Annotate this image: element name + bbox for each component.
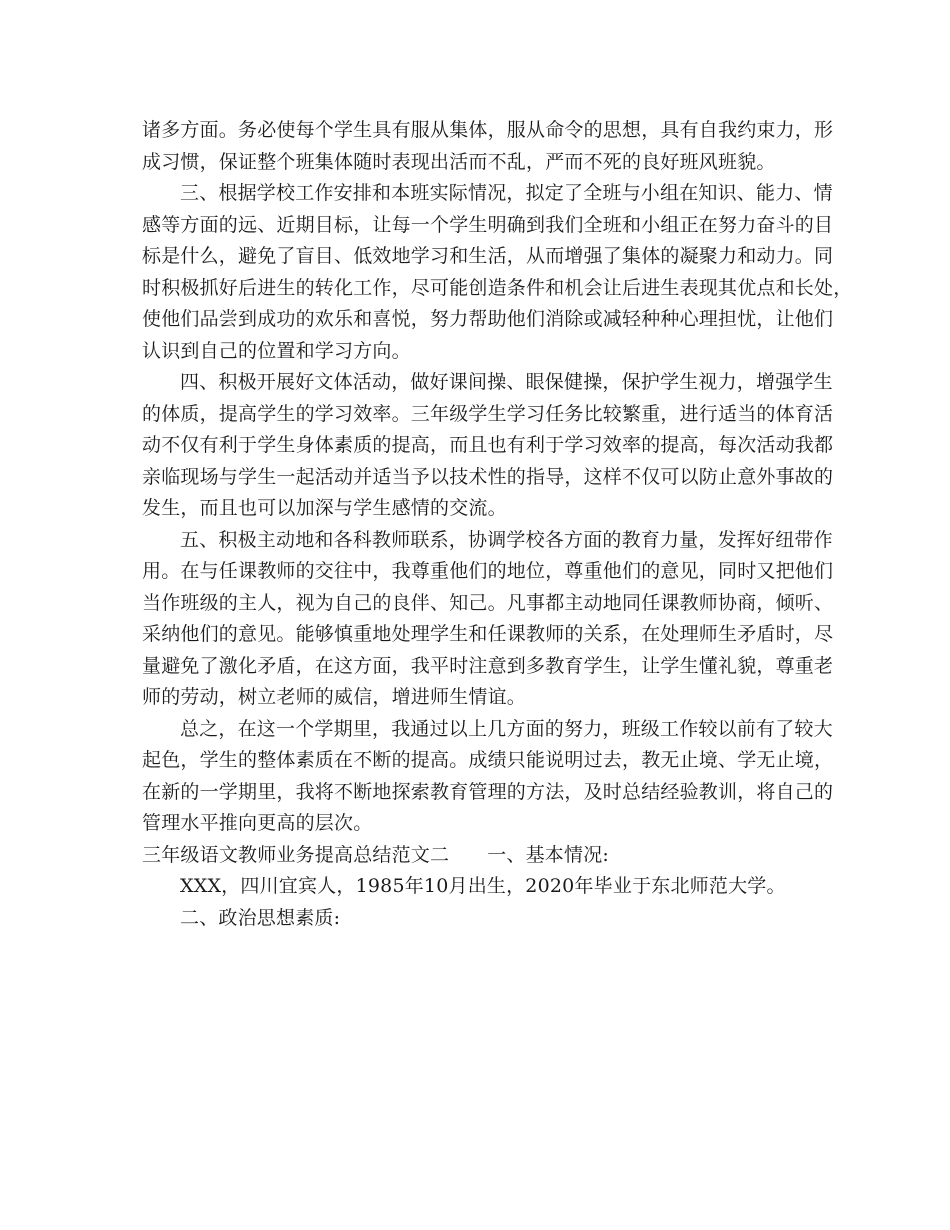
- section-subheading: 一、基本情况:: [487, 843, 610, 866]
- text-line: 师的劳动，树立老师的威信，增进师生情谊。: [142, 686, 527, 708]
- text-line: 使他们品尝到成功的欢乐和喜悦，努力帮助他们消除或减轻种种心理担忧，让他们: [142, 308, 834, 330]
- paragraph-five: [142, 525, 834, 714]
- text-line: 认识到自己的位置和学习方向。: [142, 339, 411, 362]
- text-line: 在新的一学期里，我将不断地探索教育管理的方法，及时总结经验教训，将自己的: [142, 780, 834, 803]
- paragraph-continuation: [142, 115, 834, 178]
- text-line: 采纳他们的意见。能够慎重地处理学生和任课教师的关系，在处理师生矛盾时，尽: [142, 623, 834, 645]
- paragraph-summary: [142, 714, 834, 840]
- text-line: 的体质，提高学生的学习效率。三年级学生学习任务比较繁重，进行适当的体育活: [142, 402, 834, 425]
- text-line: 动不仅有利于学生身体素质的提高，而且也有利于学习效率的提高，每次活动我都: [142, 434, 834, 456]
- text-line: 管理水平推向更高的层次。: [142, 812, 373, 834]
- text-line: 总之，在这一个学期里，我通过以上几方面的努力，班级工作较以前有了较大: [180, 717, 833, 740]
- text-line: 量避免了激化矛盾，在这方面，我平时注意到多教育学生，让学生懂礼貌，尊重老: [142, 654, 834, 677]
- text-line: 成习惯，保证整个班集体随时表现出活而不乱，严而不死的良好班风班貌。: [142, 150, 776, 173]
- text-line: 诸多方面。务必使每个学生具有服从集体，服从命令的思想，具有自我约束力，形: [142, 119, 834, 141]
- section-title: 三年级语文教师业务提高总结范文二: [142, 843, 450, 866]
- text-line: 五、积极主动地和各科教师联系，协调学校各方面的教育力量，发挥好纽带作: [180, 528, 833, 551]
- text-line: 四、积极开展好文体活动，做好课间操、眼保健操，保护学生视力，增强学生: [180, 371, 833, 393]
- paragraph-four: [142, 367, 834, 525]
- text-line: 感等方面的远、近期目标，让每一个学生明确到我们全班和小组正在努力奋斗的目: [142, 213, 834, 236]
- text-line: 亲临现场与学生一起活动并适当予以技术性的指导，这样不仅可以防止意外事故的: [142, 465, 834, 488]
- text-line: 用。在与任课教师的交往中，我尊重他们的地位，尊重他们的意见，同时又把他们: [142, 560, 834, 582]
- text-line: 标是什么，避免了盲目、低效地学习和生活，从而增强了集体的凝聚力和动力。同: [142, 245, 834, 267]
- paragraph-three: [142, 178, 853, 367]
- text-line: 起色，学生的整体素质在不断的提高。成绩只能说明过去，教无止境、学无止境，: [142, 749, 834, 771]
- text-line: 发生，而且也可以加深与学生感情的交流。: [142, 497, 507, 519]
- politics-heading: 二、政治思想素质:: [180, 906, 341, 929]
- bio-line: XXX，四川宜宾人，1985年10月出生，2020年毕业于东北师范大学。: [180, 875, 786, 897]
- section-heading: [142, 840, 822, 872]
- text-line: 当作班级的主人，视为自己的良伴、知己。凡事都主动地同任课教师协商，倾听、: [142, 591, 834, 614]
- text-line: 时积极抓好后进生的转化工作，尽可能创造条件和机会让后进生表现其优点和长处，: [142, 276, 853, 299]
- document-body: [142, 115, 853, 934]
- text-line: 三、根据学校工作安排和本班实际情况，拟定了全班与小组在知识、能力、情: [180, 182, 833, 204]
